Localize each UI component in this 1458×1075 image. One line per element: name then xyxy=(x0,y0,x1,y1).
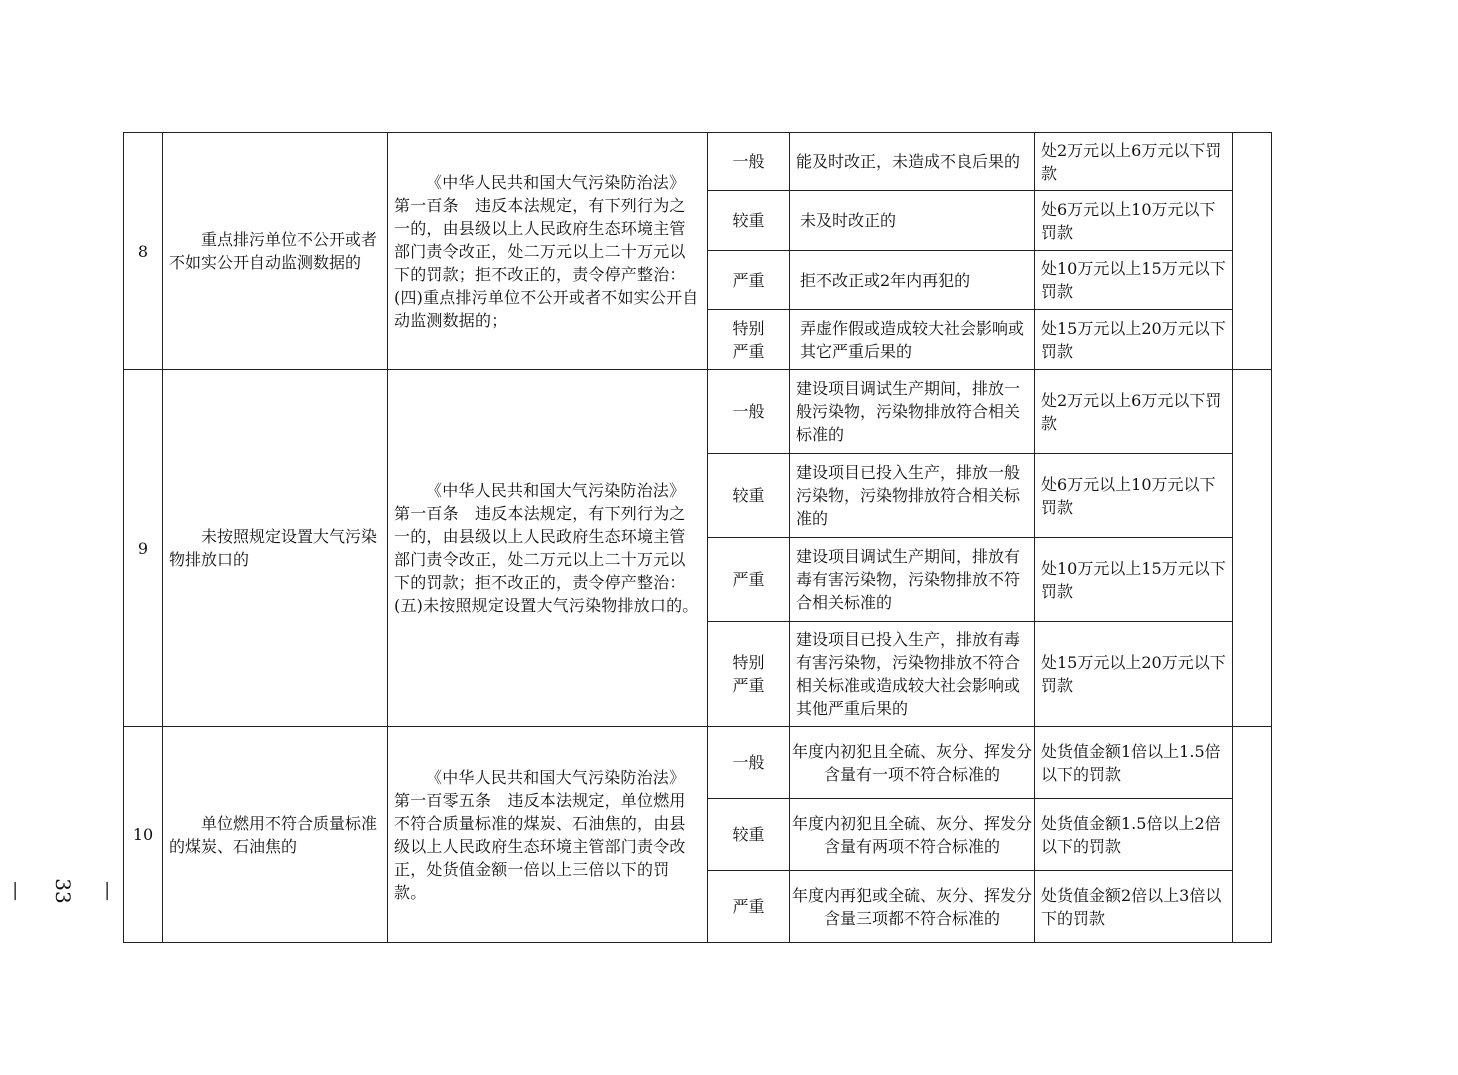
severity-level: 较重 xyxy=(708,454,790,538)
penalty-range: 处10万元以上15万元以下罚款 xyxy=(1035,538,1233,622)
item-number: 10 xyxy=(124,727,163,943)
severity-level: 严重 xyxy=(708,538,790,622)
penalty-standard-table xyxy=(123,132,1272,943)
severity-condition: 建设项目调试生产期间，排放有毒有害污染物，污染物排放不符合相关标准的 xyxy=(790,538,1035,622)
severity-level: 特别严重 xyxy=(708,622,790,727)
penalty-range: 处6万元以上10万元以下罚款 xyxy=(1035,454,1233,538)
severity-condition: 年度内再犯或全硫、灰分、挥发分含量三项都不符合标准的 xyxy=(790,871,1035,943)
penalty-range: 处货值金额1.5倍以上2倍以下的罚款 xyxy=(1035,799,1233,871)
violation-item: 单位燃用不符合质量标准的煤炭、石油焦的 xyxy=(163,727,388,943)
severity-condition: 能及时改正，未造成不良后果的 xyxy=(790,133,1035,191)
legal-basis: 《中华人民共和国大气污染防治法》第一百零五条 违反本法规定，单位燃用不符合质量标准的煤炭、石油焦的，由县级以上人民政府生态环境主管部门责令改正，处货值金额一倍以上三倍以下的罚款。 xyxy=(388,727,708,943)
severity-level: 严重 xyxy=(708,871,790,943)
severity-condition: 建设项目已投入生产，排放有毒有害污染物，污染物排放不符合相关标准或造成较大社会影响或其他严重后果的 xyxy=(790,622,1035,727)
severity-level: 一般 xyxy=(708,133,790,191)
severity-condition: 拒不改正或2年内再犯的 xyxy=(790,251,1035,310)
penalty-range: 处15万元以上20万元以下罚款 xyxy=(1035,622,1233,727)
severity-condition: 年度内初犯且全硫、灰分、挥发分含量有一项不符合标准的 xyxy=(790,727,1035,799)
legal-basis: 《中华人民共和国大气污染防治法》第一百条 违反本法规定，有下列行为之一的，由县级以上人民政府生态环境主管部门责令改正，处二万元以上二十万元以下的罚款；拒不改正的，责令停产整治：(四)重点排污单位不公开或者不如实公开自动监测数据的； xyxy=(388,133,708,370)
violation-item: 未按照规定设置大气污染物排放口的 xyxy=(163,370,388,727)
penalty-range: 处2万元以上6万元以下罚款 xyxy=(1035,370,1233,454)
violation-item: 重点排污单位不公开或者不如实公开自动监测数据的 xyxy=(163,133,388,370)
severity-level: 一般 xyxy=(708,727,790,799)
severity-level: 较重 xyxy=(708,191,790,251)
severity-condition: 未及时改正的 xyxy=(790,191,1035,251)
severity-level: 特别严重 xyxy=(708,310,790,370)
item-number: 8 xyxy=(124,133,163,370)
severity-condition: 弄虚作假或造成较大社会影响或其它严重后果的 xyxy=(790,310,1035,370)
item-number: 9 xyxy=(124,370,163,727)
penalty-range: 处货值金额1倍以上1.5倍以下的罚款 xyxy=(1035,727,1233,799)
page-number: —33— xyxy=(5,878,121,904)
penalty-range: 处2万元以上6万元以下罚款 xyxy=(1035,133,1233,191)
severity-level: 一般 xyxy=(708,370,790,454)
severity-level: 较重 xyxy=(708,799,790,871)
severity-condition: 建设项目已投入生产，排放一般污染物，污染物排放符合相关标准的 xyxy=(790,454,1035,538)
penalty-range: 处10万元以上15万元以下罚款 xyxy=(1035,251,1233,310)
penalty-range: 处货值金额2倍以上3倍以下的罚款 xyxy=(1035,871,1233,943)
severity-condition: 建设项目调试生产期间，排放一般污染物，污染物排放符合相关标准的 xyxy=(790,370,1035,454)
severity-level: 严重 xyxy=(708,251,790,310)
table-row xyxy=(124,370,1272,454)
severity-condition: 年度内初犯且全硫、灰分、挥发分含量有两项不符合标准的 xyxy=(790,799,1035,871)
table-row xyxy=(124,133,1272,191)
legal-basis: 《中华人民共和国大气污染防治法》第一百条 违反本法规定，有下列行为之一的，由县级以上人民政府生态环境主管部门责令改正，处二万元以上二十万元以下的罚款；拒不改正的，责令停产整治：(五)未按照规定设置大气污染物排放口的。 xyxy=(388,370,708,727)
table-row xyxy=(124,727,1272,799)
remarks-cell xyxy=(1233,727,1272,943)
penalty-range: 处15万元以上20万元以下罚款 xyxy=(1035,310,1233,370)
remarks-cell xyxy=(1233,370,1272,727)
remarks-cell xyxy=(1233,133,1272,370)
penalty-range: 处6万元以上10万元以下罚款 xyxy=(1035,191,1233,251)
